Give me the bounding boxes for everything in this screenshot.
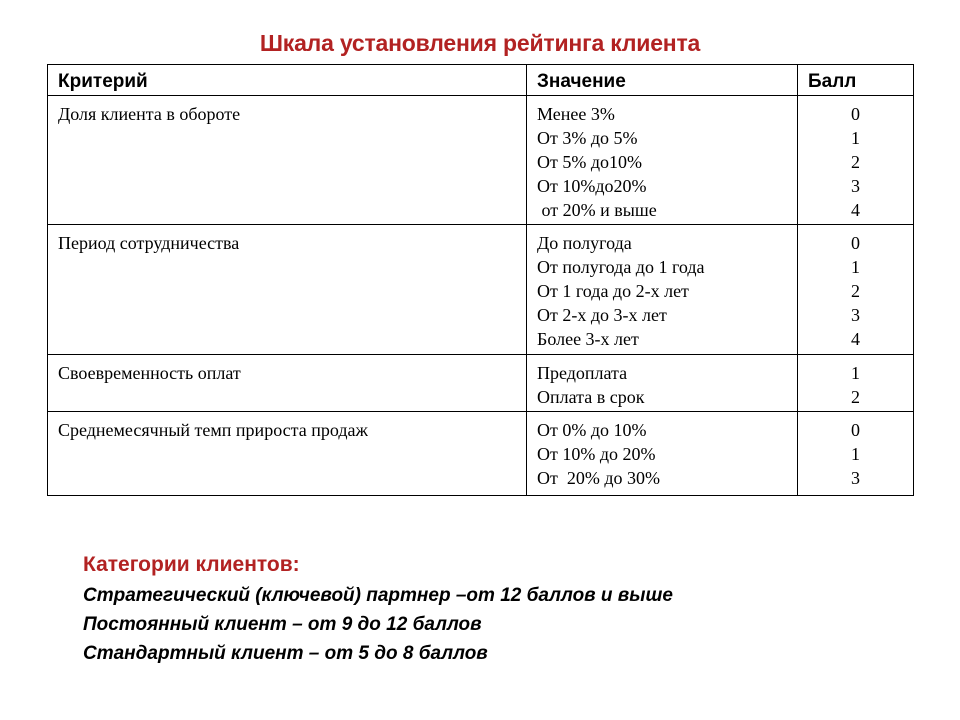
score-line: 2 [851, 152, 860, 172]
criterion-cell: Среднемесячный темп прироста продаж [48, 411, 527, 495]
value-cell [527, 354, 798, 411]
table-row [48, 411, 914, 495]
value-line: От 10% до 20% [537, 443, 656, 464]
score-line: 1 [851, 443, 860, 464]
value-line: От 10%до20% [537, 176, 647, 196]
value-line: Предоплата [537, 362, 628, 383]
header-value: Значение [527, 65, 798, 96]
score-line: 0 [851, 233, 860, 254]
score-line: 1 [851, 128, 860, 148]
score-line: 4 [851, 329, 860, 350]
value-line: От 3% до 5% [537, 128, 638, 148]
score-line: 3 [851, 467, 860, 488]
value-line: От 5% до10% [537, 152, 643, 172]
score-line: 1 [851, 257, 860, 278]
criterion-cell: Период сотрудничества [48, 225, 527, 354]
rating-scale-table [47, 64, 914, 496]
client-categories [83, 553, 903, 668]
score-cell [798, 411, 914, 495]
value-line: От 20% до 30% [537, 467, 661, 488]
value-cell [527, 225, 798, 354]
value-line: До полугода [537, 233, 632, 254]
value-cell [527, 411, 798, 495]
value-line: от 20% и выше [537, 200, 657, 220]
table-row [48, 96, 914, 225]
table-header-row [48, 65, 914, 96]
score-cell [798, 354, 914, 411]
category-line: Постоянный клиент – от 9 до 12 баллов [83, 614, 482, 635]
value-line: Оплата в срок [537, 386, 645, 407]
score-cell [798, 96, 914, 225]
category-line: Стратегический (ключевой) партнер –от 12 баллов и выше [83, 585, 673, 606]
page-title: Шкала установления рейтинга клиента [259, 30, 701, 56]
score-line: 2 [851, 386, 860, 407]
value-line: От 2-х до 3-х лет [537, 305, 667, 326]
score-line: 1 [851, 362, 860, 383]
categories-heading: Категории клиентов: [83, 553, 300, 576]
score-line: 4 [851, 200, 860, 220]
criterion-cell: Своевременность оплат [48, 354, 527, 411]
score-line: 0 [851, 104, 860, 124]
table-row [48, 225, 914, 354]
header-score: Балл [798, 65, 914, 96]
value-line: Менее 3% [537, 104, 615, 124]
header-criterion: Критерий [48, 65, 527, 96]
category-line: Стандартный клиент – от 5 до 8 баллов [83, 643, 488, 664]
value-line: От 0% до 10% [537, 419, 647, 440]
score-line: 0 [851, 419, 860, 440]
score-line: 3 [851, 176, 860, 196]
value-line: От полугода до 1 года [537, 257, 705, 278]
value-line: Более 3-х лет [537, 329, 639, 350]
score-cell [798, 225, 914, 354]
table-row [48, 354, 914, 411]
value-cell [527, 96, 798, 225]
score-line: 2 [851, 281, 860, 302]
score-line: 3 [851, 305, 860, 326]
value-line: От 1 года до 2-х лет [537, 281, 689, 302]
criterion-cell: Доля клиента в обороте [48, 96, 527, 225]
